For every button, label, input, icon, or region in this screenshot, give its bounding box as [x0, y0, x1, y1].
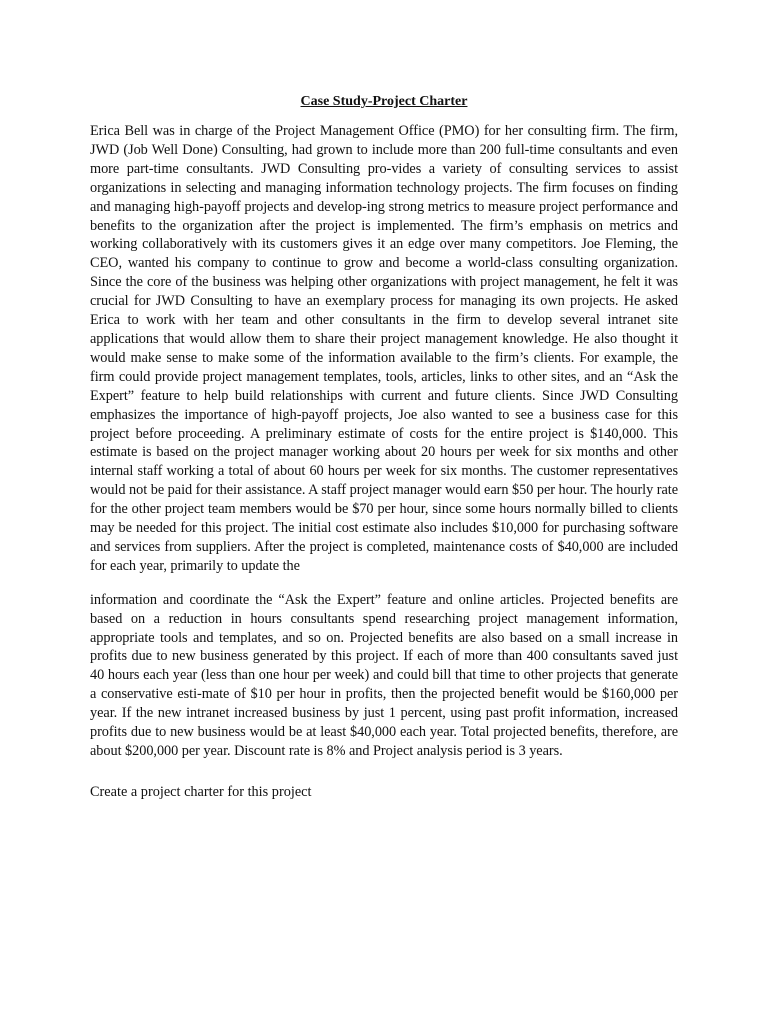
case-paragraph-2: information and coordinate the “Ask the Expert” feature and online articles. Projected benefits are based on a reduction in hours consultants spend researching project management information, appropriate tools and templates, and so on. Projected benefits are also based on a small increase in profits due to new business generated by this project. If each of more than 400 consultants saved just 40 hours each year (less than one hour per week) and could bill that time to other projects that generate a conservative esti-mate of $10 per hour in profits, then the projected benefit would be $160,000 per year. If the new intranet increased business by just 1 percent, using past profit information, increased profits due to new business would be at least $40,000 each year. Total projected benefits, therefore, are about $200,000 per year. Discount rate is 8% and Project analysis period is 3 years. — [90, 591, 678, 759]
document-title: Case Study-Project Charter — [300, 94, 468, 109]
assignment-instruction: Create a project charter for this project — [90, 784, 312, 800]
case-paragraph-1: Erica Bell was in charge of the Project Management Office (PMO) for her consulting firm. The firm, JWD (Job Well Done) Consulting, had grown to include more than 200 full-time consultants and even more part-time consultants. JWD Consulting pro-vides a variety of consulting services to assist organizations in selecting and managing information technology projects. The firm focuses on finding and managing high-payoff projects and develop-ing strong metrics to measure project performance and benefits to the organization after the project is implemented. The firm’s emphasis on metrics and working collaboratively with its customers gives it an edge over many competitors. Joe Fleming, the CEO, wanted his company to continue to grow and become a world-class consulting organization. Since the core of the business was helping other organizations with project management, he felt it was crucial for JWD Consulting to have an exemplary process for managing its own projects. He asked Erica to work with her team and other consultants in the firm to develop several intranet site applications that would allow them to share their project management knowledge. He also thought it would make sense to make some of the information available to the firm’s clients. For example, the firm could provide project management templates, tools, articles, links to other sites, and an “Ask the Expert” feature to help build relationships with current and future clients. Since JWD Consulting emphasizes the importance of high-payoff projects, Joe also wanted to see a business case for this project before proceeding. A preliminary estimate of costs for the entire project is $140,000. This estimate is based on the project manager working about 20 hours per week for six months and other internal staff working a total of about 60 hours per week for six months. The customer representatives would not be paid for their assistance. A staff project manager would earn $50 per hour. The hourly rate for the other project team members would be $70 per hour, since some hours normally billed to clients may be needed for this project. The initial cost estimate also includes $10,000 for purchasing software and services from suppliers. After the project is completed, maintenance costs of $40,000 are included for each year, primarily to update the — [90, 123, 678, 574]
